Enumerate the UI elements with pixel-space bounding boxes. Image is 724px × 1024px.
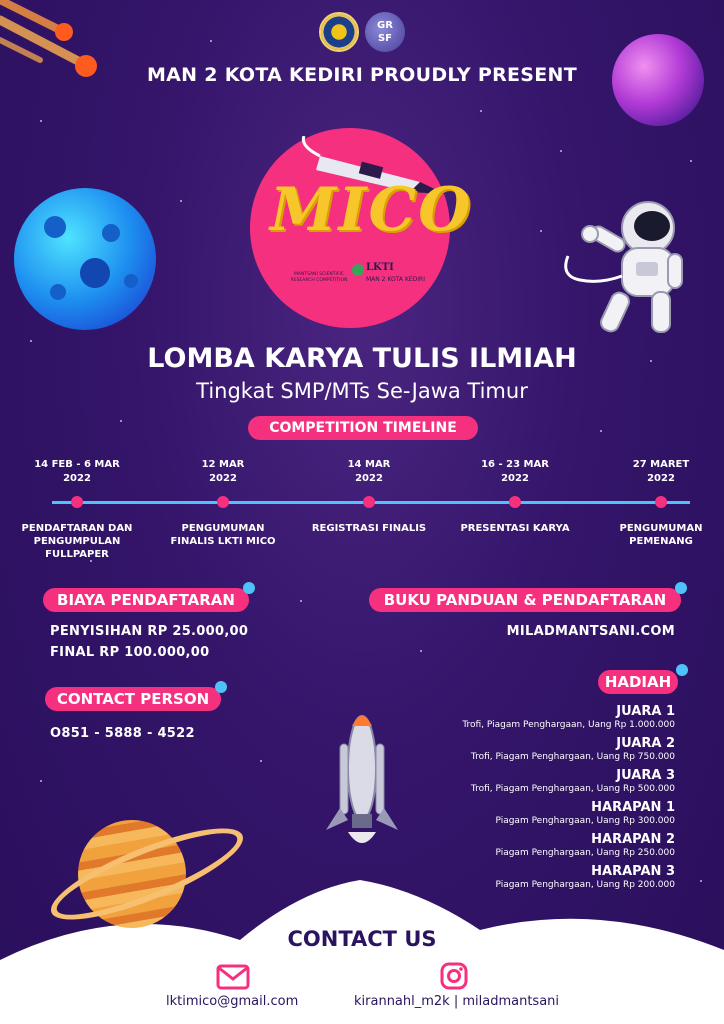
- fee-preliminary: PENYISIHAN RP 25.000,00: [50, 624, 249, 639]
- space-shuttle-illustration: [322, 708, 402, 848]
- timeline-label-line: REGISTRASI FINALIS: [311, 523, 427, 534]
- prize-title: HARAPAN 1: [591, 800, 675, 815]
- timeline-label-line: PENGUMUMAN: [619, 523, 703, 534]
- timeline-label-line: FULLPAPER: [45, 549, 109, 560]
- mico-wordmark: MICO: [270, 175, 473, 245]
- timeline-date: [158, 458, 288, 486]
- timeline-dot: [363, 496, 375, 508]
- timeline-date-line: 12 MAR: [201, 459, 245, 470]
- guide-url[interactable]: MILADMANTSANI.COM: [506, 624, 675, 639]
- decor-dot: [676, 664, 688, 676]
- timeline-label-line: PEMENANG: [629, 536, 693, 547]
- prize-title: HARAPAN 3: [591, 864, 675, 879]
- grsf-logo-bottom: SF: [377, 33, 393, 44]
- decor-dot: [675, 582, 687, 594]
- timeline-label: [158, 522, 288, 548]
- lkti-badge: LKTI: [366, 262, 394, 273]
- timeline-label-line: PENGUMUMAN: [181, 523, 265, 534]
- decor-dot: [243, 582, 255, 594]
- contact-email[interactable]: lktimico@gmail.com: [166, 994, 299, 1009]
- prize-heading: HADIAH: [598, 670, 678, 694]
- guide-heading: BUKU PANDUAN & PENDAFTARAN: [369, 588, 681, 612]
- prize-desc: Piagam Penghargaan, Uang Rp 250.000: [495, 848, 675, 858]
- timeline-date: [304, 458, 434, 486]
- timeline-date-line: 14 MAR: [347, 459, 391, 470]
- timeline-date-line: 27 MARET: [632, 459, 690, 470]
- instagram-icon: [440, 962, 468, 990]
- timeline-date-year: 2022: [209, 473, 237, 484]
- fee-final: FINAL RP 100.000,00: [50, 645, 210, 660]
- main-title: LOMBA KARYA TULIS ILMIAH: [147, 343, 577, 374]
- mico-school: MAN 2 KOTA KEDIRI: [366, 276, 425, 283]
- globe-icon: [352, 264, 364, 276]
- timeline-date-year: 2022: [355, 473, 383, 484]
- blue-planet-illustration: [14, 188, 156, 330]
- prize-title: JUARA 3: [616, 768, 675, 783]
- contact-phone: O851 - 5888 - 4522: [50, 726, 195, 741]
- grsf-logo: [365, 12, 405, 52]
- timeline-label-line: FINALIS LKTI MICO: [170, 536, 276, 547]
- timeline-date-line: 14 FEB - 6 MAR: [34, 459, 120, 470]
- timeline-heading: COMPETITION TIMELINE: [248, 416, 478, 440]
- timeline-date: [596, 458, 724, 486]
- mail-icon: [216, 964, 250, 990]
- timeline-dot: [71, 496, 83, 508]
- timeline-date: [450, 458, 580, 486]
- fees-heading: BIAYA PENDAFTARAN: [43, 588, 249, 612]
- purple-planet-illustration: [612, 34, 704, 126]
- prize-desc: Trofi, Piagam Penghargaan, Uang Rp 750.000: [470, 752, 675, 762]
- prize-desc: Trofi, Piagam Penghargaan, Uang Rp 500.000: [470, 784, 675, 794]
- timeline-date: [12, 458, 142, 486]
- mico-tagline: MANTSANI SCIENTIFIC RESEARCH COMPETITION: [290, 272, 348, 283]
- prize-desc: Trofi, Piagam Penghargaan, Uang Rp 1.000.000: [462, 720, 675, 730]
- decor-dot: [215, 681, 227, 693]
- timeline-dot: [655, 496, 667, 508]
- timeline-label: [596, 522, 724, 548]
- timeline-dot: [217, 496, 229, 508]
- timeline-label-line: PRESENTASI KARYA: [460, 523, 570, 534]
- prize-title: JUARA 2: [616, 736, 675, 751]
- prize-title: JUARA 1: [616, 704, 675, 719]
- timeline-label: [304, 522, 434, 535]
- contact-instagram[interactable]: kirannahl_m2k | miladmantsani: [354, 994, 560, 1009]
- astronaut-illustration: [560, 196, 700, 342]
- prize-title: HARAPAN 2: [591, 832, 675, 847]
- header-title: MAN 2 KOTA KEDIRI PROUDLY PRESENT: [146, 64, 578, 86]
- sub-title: Tingkat SMP/MTs Se-Jawa Timur: [196, 379, 528, 403]
- timeline-date-year: 2022: [647, 473, 675, 484]
- contact-person-heading: CONTACT PERSON: [45, 687, 221, 711]
- timeline-label: [12, 522, 142, 561]
- contact-us-heading: CONTACT US: [287, 927, 437, 951]
- timeline-label-line: PENDAFTARAN DAN: [21, 523, 133, 534]
- grsf-logo-top: GR: [377, 20, 393, 31]
- madrasah-seal-logo: [319, 12, 359, 52]
- timeline-date-year: 2022: [63, 473, 91, 484]
- prize-desc: Piagam Penghargaan, Uang Rp 200.000: [495, 880, 675, 890]
- timeline-date-line: 16 - 23 MAR: [481, 459, 549, 470]
- timeline-label: [450, 522, 580, 535]
- timeline-date-year: 2022: [501, 473, 529, 484]
- timeline-dot: [509, 496, 521, 508]
- prize-desc: Piagam Penghargaan, Uang Rp 300.000: [495, 816, 675, 826]
- timeline-label-line: PENGUMPULAN: [33, 536, 121, 547]
